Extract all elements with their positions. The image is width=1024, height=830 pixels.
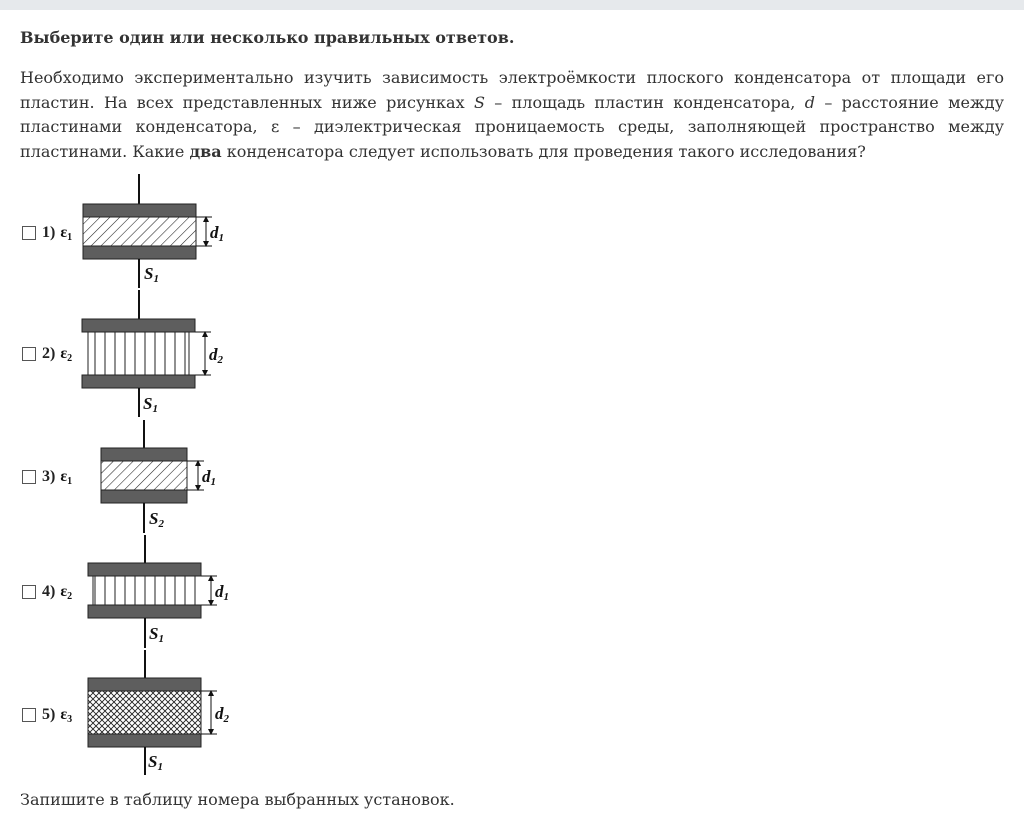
capacitor-2-s-label: S1	[143, 394, 158, 415]
option-1-epsilon	[60, 224, 72, 243]
capacitor-5	[88, 650, 230, 775]
option-1-eps-sub: 1	[67, 231, 73, 243]
var-s: S	[473, 92, 485, 112]
capacitor-3-dielectric	[101, 461, 187, 490]
capacitor-3-s-label: S2	[149, 509, 164, 530]
option-2-eps-sub: 2	[67, 352, 73, 364]
option-3-eps-base: ε	[60, 467, 68, 485]
option-4-eps-base: ε	[60, 582, 68, 600]
capacitor-2-bottom-plate	[82, 375, 195, 388]
option-5-eps-base: ε	[60, 705, 68, 723]
var-d: d	[804, 92, 815, 112]
option-4-number: 4)	[42, 583, 56, 600]
option-1-number: 1)	[42, 224, 56, 241]
option-5-checkbox[interactable]	[22, 708, 36, 722]
capacitor-3-bottom-plate	[101, 490, 187, 503]
option-2-checkbox[interactable]	[22, 347, 36, 361]
option-2-number: 2)	[42, 345, 56, 362]
capacitor-4	[88, 535, 229, 648]
option-1[interactable]	[22, 222, 72, 244]
capacitor-2	[82, 290, 224, 417]
capacitor-5-top-plate	[88, 678, 201, 691]
option-1-eps-base: ε	[60, 223, 68, 241]
option-4[interactable]	[22, 581, 72, 603]
capacitor-5-dielectric	[88, 691, 201, 734]
question-part-4: конденсатора следует использовать для проведения такого исследования?	[221, 141, 866, 161]
option-2[interactable]	[22, 343, 72, 365]
option-1-checkbox[interactable]	[22, 226, 36, 240]
capacitor-4-top-plate	[88, 563, 201, 576]
option-4-epsilon	[60, 583, 72, 602]
option-5-number: 5)	[42, 706, 56, 723]
option-3-epsilon	[60, 468, 72, 487]
capacitor-4-d-label: d1	[215, 582, 229, 603]
capacitor-4-bottom-plate	[88, 605, 201, 618]
capacitor-5-bottom-plate	[88, 734, 201, 747]
question-part-3: – расстояние между пластинами конденсатора, ε – диэлектрическая проницаемость среды, заполняющей пространство между пластинами. Какие	[20, 92, 1004, 161]
instruction-heading: Выберите один или несколько правильных ответов.	[20, 28, 515, 47]
option-5[interactable]	[22, 704, 72, 726]
capacitor-1-top-plate	[83, 204, 196, 217]
capacitor-1-bottom-plate	[83, 246, 196, 259]
capacitor-2-top-plate	[82, 319, 195, 332]
option-3-number: 3)	[42, 468, 56, 485]
footer-instruction: Запишите в таблицу номера выбранных установок.	[20, 790, 455, 809]
option-4-checkbox[interactable]	[22, 585, 36, 599]
capacitor-3-top-plate	[101, 448, 187, 461]
capacitor-1-dielectric	[83, 217, 196, 246]
capacitor-1-d-label: d1	[210, 223, 224, 244]
capacitor-3	[101, 420, 216, 533]
option-5-eps-sub: 3	[67, 713, 73, 725]
capacitor-2-d-label: d2	[209, 345, 223, 366]
option-2-epsilon	[60, 345, 72, 364]
capacitor-1-s-label: S1	[144, 264, 159, 285]
bold-word: два	[189, 141, 222, 161]
capacitor-3-d-label: d1	[202, 467, 216, 488]
capacitor-5-s-label: S1	[148, 752, 163, 773]
capacitor-2-dielectric	[88, 332, 189, 375]
question-part-1: Необходимо экспериментально изучить зависимость электроёмкости плоского конденсатора от площади его пластин. На всех представленных ниже рисунках	[20, 68, 1004, 112]
option-2-eps-base: ε	[60, 344, 68, 362]
option-3-checkbox[interactable]	[22, 470, 36, 484]
option-3[interactable]	[22, 466, 72, 488]
option-4-eps-sub: 2	[67, 590, 73, 602]
capacitor-4-dielectric	[93, 576, 195, 605]
option-5-epsilon	[60, 706, 72, 725]
capacitor-1	[83, 174, 224, 288]
question-part-2: – площадь пластин конденсатора,	[484, 92, 805, 112]
option-3-eps-sub: 1	[67, 475, 73, 487]
capacitor-4-s-label: S1	[149, 624, 164, 645]
capacitor-5-d-label: d2	[215, 704, 229, 725]
